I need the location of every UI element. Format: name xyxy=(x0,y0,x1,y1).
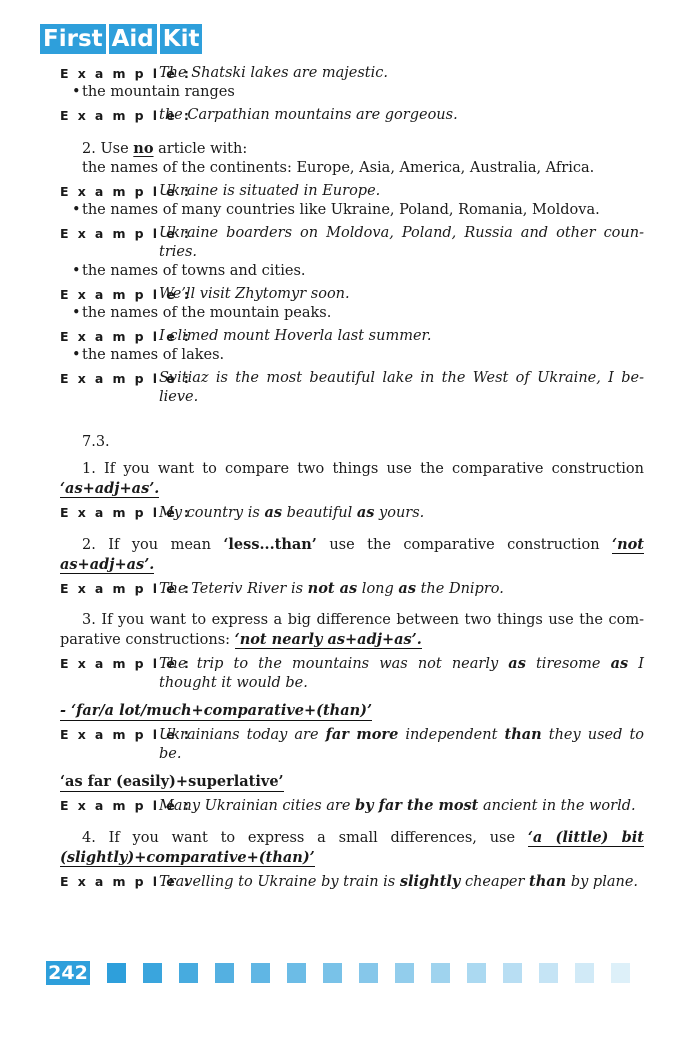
header-word: First xyxy=(40,24,106,54)
example-label: E x a m p l e : xyxy=(60,226,192,241)
example xyxy=(60,106,644,125)
construction: ‘not as+adj+as’. xyxy=(60,536,644,573)
construction-rule: - ‘far/a lot/much+comparative+(than)’ xyxy=(60,702,373,719)
decor-square xyxy=(539,963,558,983)
example xyxy=(60,182,644,201)
page-content xyxy=(60,60,644,892)
rule-paragraph: 4. If you want to express a small differences, use ‘a (little) bit (slightly)+comparative+(than)’ xyxy=(60,829,644,866)
example-label: E x a m p l e : xyxy=(60,287,192,302)
underlined-word: no xyxy=(133,140,154,157)
decor-square xyxy=(179,963,198,983)
example-text: Svitiaz is the most beautiful lake in the West of Ukraine, I be-lieve. xyxy=(159,370,644,405)
decor-square xyxy=(359,963,378,983)
example xyxy=(60,285,644,304)
example xyxy=(60,224,644,262)
decor-square xyxy=(323,963,342,983)
construction: ‘a (little) bit (slightly)+comparative+(than)’ xyxy=(60,829,644,866)
example-text: We’ll visit Zhytomyr soon. xyxy=(159,286,350,302)
bullet-item: • the names of the mountain peaks. xyxy=(60,304,644,323)
construction: ‘not nearly as+adj+as’. xyxy=(234,631,422,648)
example xyxy=(60,872,644,892)
example xyxy=(60,369,644,407)
example-text: the Carpathian mountains are gorgeous. xyxy=(159,107,458,123)
example-text: My country is as beautiful as yours. xyxy=(159,504,425,521)
example-label: E x a m p l e : xyxy=(60,108,192,123)
bullet-item: • the names of towns and cities. xyxy=(60,262,644,281)
example xyxy=(60,503,644,523)
rule-paragraph: 3. If you want to express a big difference between two things use the com-parative constructions: ‘not nearly as+adj+as’. xyxy=(60,612,644,648)
section-number: 7.3. xyxy=(82,434,110,450)
decor-square xyxy=(503,963,522,983)
example xyxy=(60,654,644,693)
example-label: E x a m p l e : xyxy=(60,798,192,813)
decor-square xyxy=(215,963,234,983)
example xyxy=(60,725,644,764)
example-text: The Shatski lakes are majestic. xyxy=(159,65,388,81)
header-word: Aid xyxy=(109,24,157,54)
example-label: E x a m p l e : xyxy=(60,184,192,199)
example-text: The trip to the mountains was not nearly as tiresome as I thought it would be. xyxy=(159,655,644,691)
decor-square xyxy=(251,963,270,983)
rule-paragraph: 2. If you mean ‘less...than’ use the comparative construction ‘not as+adj+as’. xyxy=(60,536,644,573)
decor-square xyxy=(431,963,450,983)
example xyxy=(60,327,644,346)
construction-rule: ‘as far (easily)+superlative’ xyxy=(60,773,284,790)
example-label: E x a m p l e : xyxy=(60,727,192,742)
decor-square xyxy=(107,963,126,983)
rule-paragraph: 1. If you want to compare two things use the comparative construction ‘as+adj+as’. xyxy=(60,461,644,497)
bullet-item: • the names of lakes. xyxy=(60,346,644,365)
example xyxy=(60,579,644,599)
text-line: the names of the continents: Europe, Asia, America, Australia, Africa. xyxy=(82,160,595,176)
decor-square xyxy=(611,963,630,983)
example-label: E x a m p l e : xyxy=(60,505,192,520)
example-label: E x a m p l e : xyxy=(60,581,192,596)
example xyxy=(60,796,644,816)
construction: ‘as+adj+as’. xyxy=(60,480,160,497)
example-text: The Teteriv River is not as long as the Dnipro. xyxy=(159,580,504,597)
header-word: Kit xyxy=(160,24,203,54)
decor-square xyxy=(395,963,414,983)
example xyxy=(60,64,644,83)
section-header xyxy=(40,24,202,54)
decor-square xyxy=(143,963,162,983)
rule-paragraph: 2. Use no article with: xyxy=(82,140,248,157)
example-label: E x a m p l e : xyxy=(60,874,192,889)
page-footer xyxy=(46,961,630,985)
example-text: Ukraine is situated in Europe. xyxy=(159,183,381,199)
example-text: Many Ukrainian cities are by far the most ancient in the world. xyxy=(159,797,636,814)
bullet-item: • the names of many countries like Ukraine, Poland, Romania, Moldova. xyxy=(60,201,644,220)
example-text: Travelling to Ukraine by train is slightly cheaper than by plane. xyxy=(159,873,639,890)
example-label: E x a m p l e : xyxy=(60,371,192,386)
decor-square xyxy=(287,963,306,983)
example-text: Ukrainians today are far more independent than they used to be. xyxy=(159,726,645,762)
example-label: E x a m p l e : xyxy=(60,66,192,81)
example-label: E x a m p l e : xyxy=(60,656,192,671)
decor-square xyxy=(467,963,486,983)
decor-square xyxy=(575,963,594,983)
bullet-item: • the mountain ranges xyxy=(60,83,644,102)
example-text: I climed mount Hoverla last summer. xyxy=(159,328,432,344)
example-label: E x a m p l e : xyxy=(60,329,192,344)
page-number: 242 xyxy=(46,961,90,985)
example-text: Ukraine boarders on Moldova, Poland, Russia and other coun-tries. xyxy=(159,225,644,260)
